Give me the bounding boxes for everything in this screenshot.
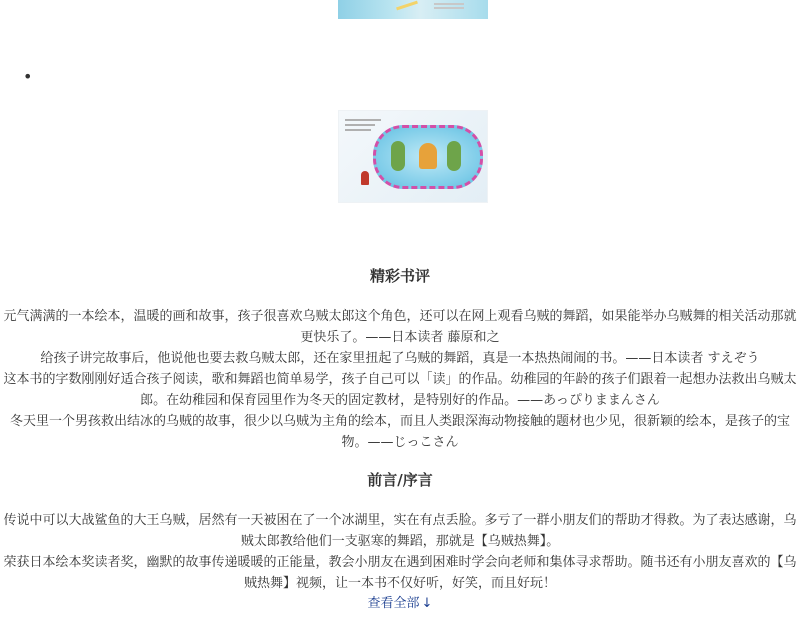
child-drawing	[361, 171, 369, 185]
image-detail	[345, 129, 371, 131]
book-page-illustration	[338, 110, 488, 203]
list-bullet: •	[23, 67, 33, 86]
review-item: 给孩子讲完故事后，他说他也要去救乌贼太郎，还在家里扭起了乌贼的舞蹈，真是一本热热闹闹的书。——日本读者 すえぞう	[40, 351, 760, 366]
book-page-image-top	[338, 0, 488, 19]
preface-item: 荣获日本绘本奖读者奖，幽默的故事传递暖暖的正能量，教会小朋友在遇到困难时学会向老师和集体寻求帮助。随书还有小朋友喜欢的【乌贼热舞】视频，让一本书不仅好听，好笑，而且好玩！	[3, 555, 797, 591]
preface-heading: 前言/序言	[367, 471, 433, 489]
review-item: 冬天里一个男孩救出结冰的乌贼的故事，很少以乌贼为主角的绘本，而且人类跟深海动物接触的题材也少见，很新颖的绘本，是孩子的宝物。——じっこさん	[9, 414, 790, 450]
image-detail	[391, 141, 405, 171]
image-detail	[447, 141, 461, 171]
review-item: 这本书的字数刚刚好适合孩子阅读，歌和舞蹈也简单易学，孩子自己可以「读」的作品。幼稚园的年龄的孩子们跟着一起想办法救出乌贼太郎。在幼稚园和保育园里作为冬天的固定教材，是特别好的作品。——あっぴりままんさん	[3, 372, 797, 408]
preface-item: 传说中可以大战鲨鱼的大王乌贼，居然有一天被困在了一个冰湖里，实在有点丢脸。多亏了一群小朋友们的帮助才得救。为了表达感谢，乌贼太郎教给他们一支驱寒的舞蹈，那就是【乌贼热舞】。	[3, 513, 797, 549]
view-all-label[interactable]: 查看全部	[367, 596, 420, 611]
image-detail	[345, 119, 381, 121]
image-detail	[434, 3, 464, 5]
squid-drawing	[419, 143, 437, 169]
image-detail	[396, 1, 418, 11]
review-item: 元气满满的一本绘本，温暖的画和故事，孩子很喜欢乌贼太郎这个角色，还可以在网上观看乌贼的舞蹈，如果能举办乌贼舞的相关活动那就更快乐了。——日本读者 藤原和之	[3, 309, 797, 345]
reviews-heading: 精彩书评	[369, 267, 430, 285]
image-detail	[345, 124, 375, 126]
view-all-link[interactable]	[0, 594, 800, 614]
arrow-down-icon[interactable]: ↓	[421, 596, 433, 611]
